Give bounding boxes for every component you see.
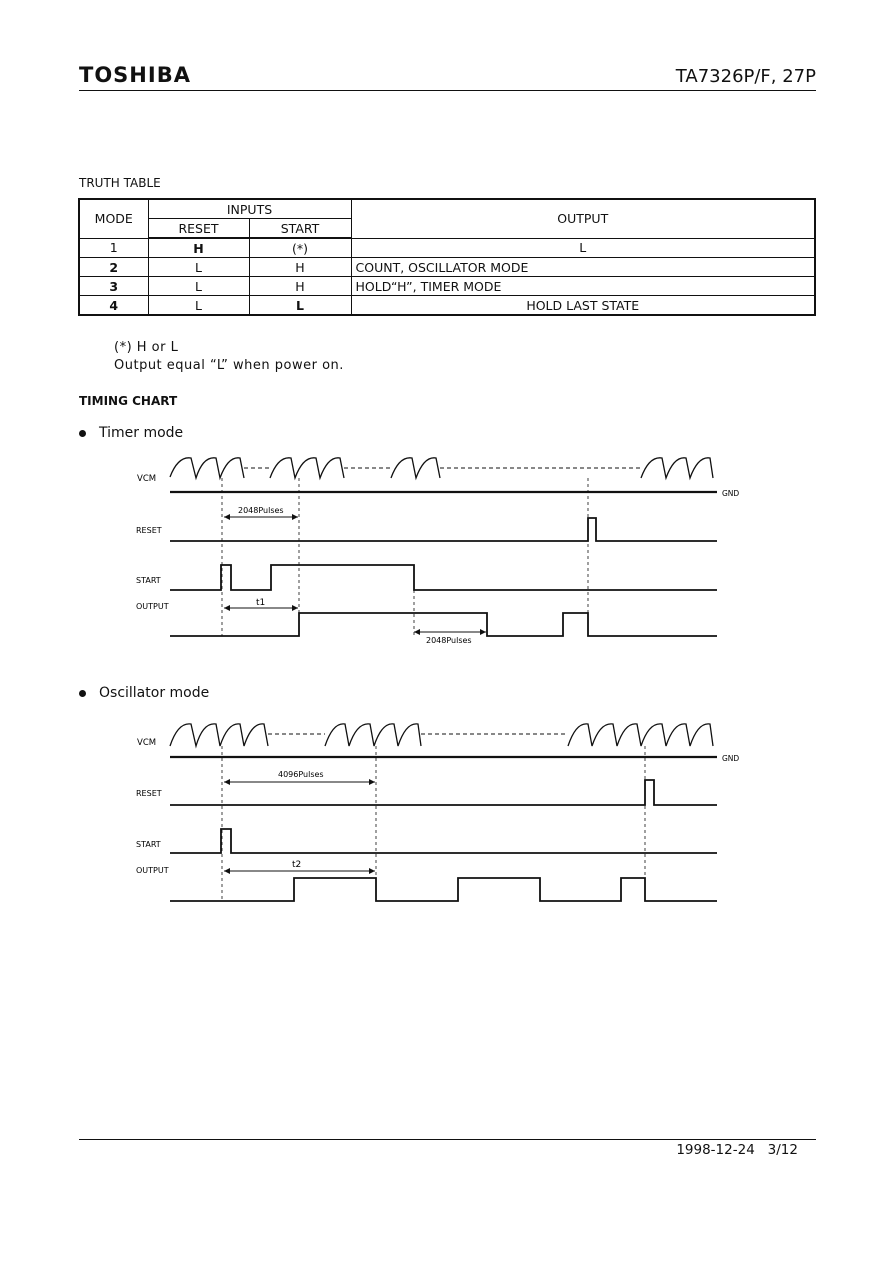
brand-logo: TOSHIBA bbox=[79, 63, 191, 87]
oscillator-mode-label: Oscillator mode bbox=[99, 685, 210, 701]
cell-reset: L bbox=[148, 277, 249, 296]
timer-reset-wave bbox=[170, 518, 717, 541]
cell-reset: H bbox=[148, 238, 249, 258]
timer-start-label: START bbox=[136, 576, 161, 585]
cell-start: L bbox=[249, 296, 351, 316]
col-inputs: INPUTS bbox=[148, 199, 351, 219]
timer-t1-label: t1 bbox=[256, 598, 266, 608]
footer bbox=[676, 1142, 798, 1158]
cell-mode: 2 bbox=[79, 258, 148, 277]
osc-pulses: 4096Pulses bbox=[278, 770, 324, 779]
timer-vcm-wave bbox=[170, 458, 713, 478]
cell-output: HOLD LAST STATE bbox=[351, 296, 815, 316]
osc-vcm-label: VCM bbox=[137, 738, 157, 748]
oscillator-mode-heading bbox=[79, 685, 209, 701]
footer-date: 1998-12-24 bbox=[676, 1142, 755, 1158]
osc-reset-wave bbox=[170, 780, 717, 805]
footer-page: 3/12 bbox=[767, 1142, 798, 1158]
cell-start: H bbox=[249, 258, 351, 277]
cell-reset: L bbox=[148, 258, 249, 277]
truth-table-title: TRUTH TABLE bbox=[79, 176, 161, 190]
part-number: TA7326P/F, 27P bbox=[675, 66, 816, 87]
osc-start-label: START bbox=[136, 840, 161, 849]
footer-rule bbox=[79, 1139, 816, 1140]
timer-pulses-a: 2048Pulses bbox=[238, 506, 284, 515]
osc-output-wave bbox=[170, 878, 717, 901]
osc-output-label: OUTPUT bbox=[136, 866, 169, 875]
cell-start: H bbox=[249, 277, 351, 296]
cell-mode: 1 bbox=[79, 238, 148, 258]
col-start: START bbox=[249, 219, 351, 239]
osc-gnd-label: GND bbox=[722, 754, 740, 763]
table-note-2: Output equal “L” when power on. bbox=[114, 358, 344, 373]
col-reset: RESET bbox=[148, 219, 249, 239]
cell-start: (*) bbox=[249, 238, 351, 258]
cell-output: HOLD“H”, TIMER MODE bbox=[351, 277, 815, 296]
bullet-icon bbox=[79, 690, 86, 697]
osc-reset-label: RESET bbox=[136, 789, 162, 798]
cell-output: COUNT, OSCILLATOR MODE bbox=[351, 258, 815, 277]
table-note-1: (*) H or L bbox=[114, 340, 179, 355]
timing-chart-title: TIMING CHART bbox=[79, 394, 178, 408]
cell-output: L bbox=[351, 238, 815, 258]
timer-pulses-b: 2048Pulses bbox=[426, 636, 472, 645]
osc-t2-label: t2 bbox=[292, 860, 302, 870]
timer-output-wave bbox=[170, 613, 717, 636]
timer-gnd-label: GND bbox=[722, 489, 740, 498]
cell-reset: L bbox=[148, 296, 249, 316]
col-output: OUTPUT bbox=[351, 199, 815, 238]
osc-vcm-wave bbox=[170, 724, 713, 746]
timer-start-wave bbox=[170, 565, 717, 590]
cell-mode: 4 bbox=[79, 296, 148, 316]
timer-reset-label: RESET bbox=[136, 526, 162, 535]
timer-vcm-label: VCM bbox=[137, 474, 157, 484]
cell-mode: 3 bbox=[79, 277, 148, 296]
timer-mode-label: Timer mode bbox=[99, 425, 184, 441]
col-mode: MODE bbox=[79, 199, 148, 238]
osc-start-wave bbox=[170, 829, 717, 853]
timer-output-label: OUTPUT bbox=[136, 602, 169, 611]
